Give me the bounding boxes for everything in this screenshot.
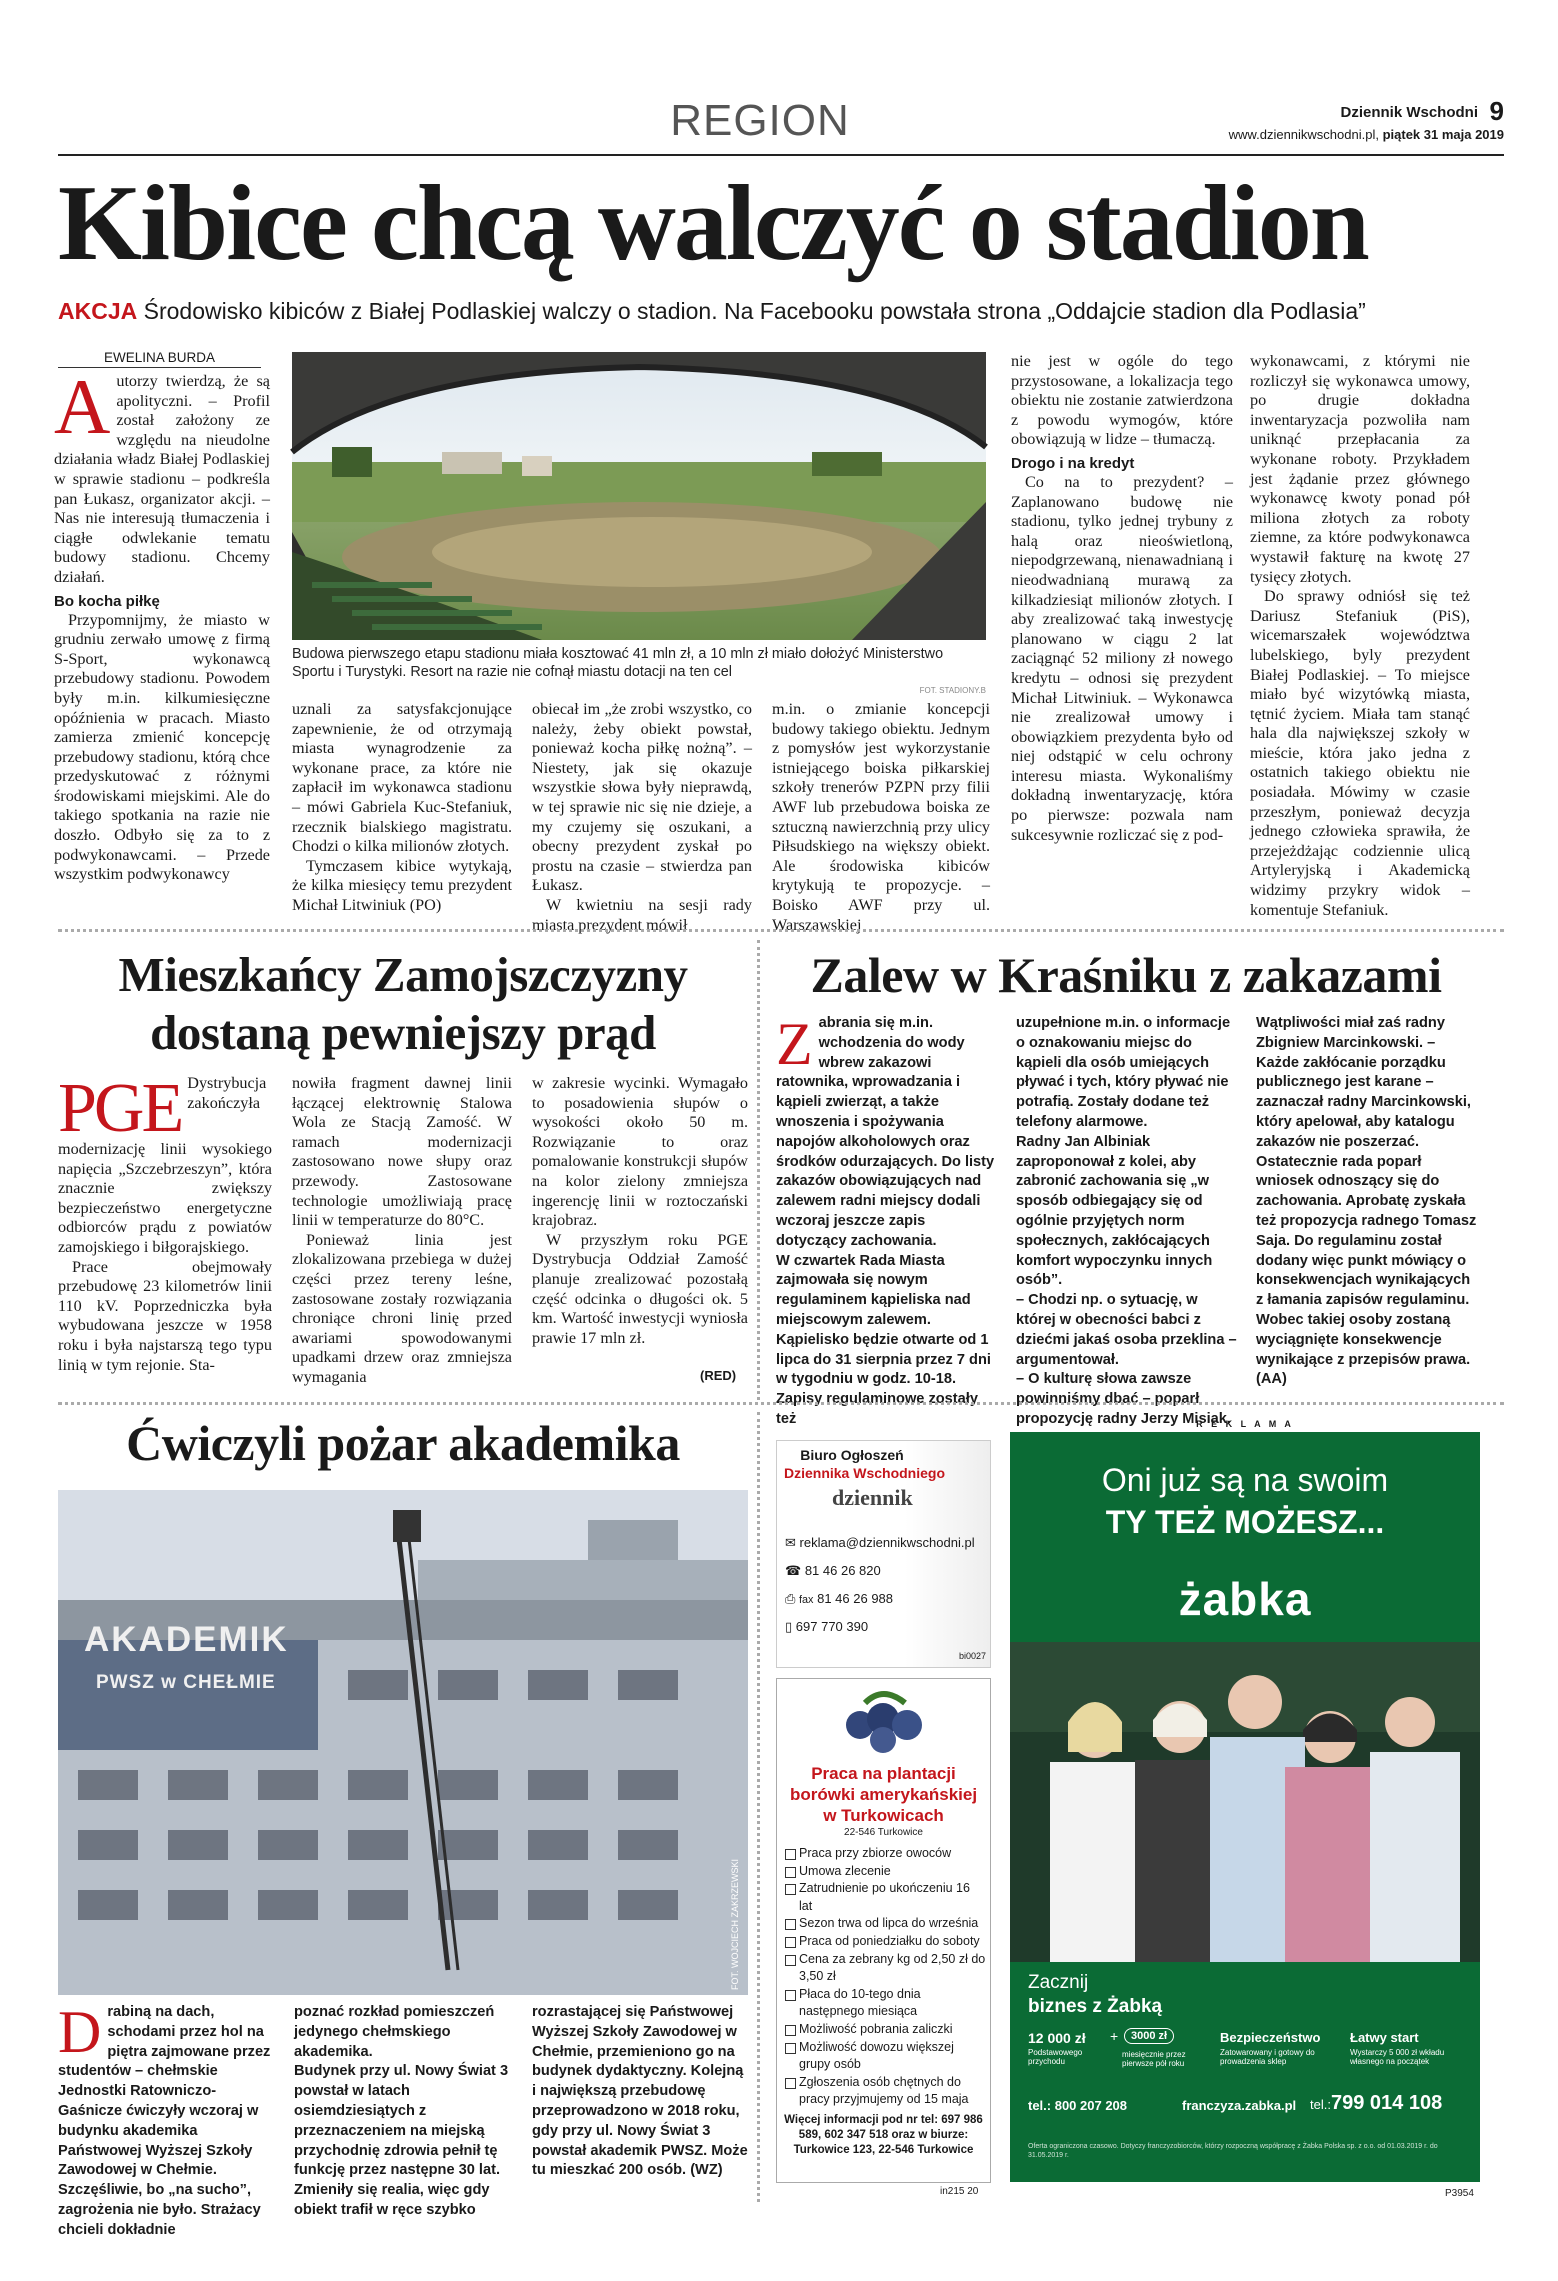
- zabka-safety-sub: Zatowarowany i gotowy do prowadzenia sklep: [1220, 2048, 1315, 2066]
- pozar-headline: Ćwiczyli pożar akademika: [126, 1415, 680, 1471]
- mobile-icon: ▯: [785, 1619, 793, 1634]
- list-item: Praca przy zbiorze owoców: [783, 1845, 986, 1863]
- stadium-caption: Budowa pierwszego etapu stadionu miała kosztować 41 mln zł, a 10 mln zł miało dołożyć Ministerstwo Sportu i Turystyki. Resort na razie nie cofnął miastu dotacji na ten cel: [292, 646, 944, 680]
- biuro-code: bi0027: [958, 1651, 986, 1661]
- pge-drop-cap: PGE: [58, 1070, 182, 1147]
- list-item: Praca od poniedziałku do soboty: [783, 1933, 986, 1951]
- biuro-subtitle: Dziennika Wschodniego: [783, 1465, 945, 1481]
- zabka-web: franczyza.zabka.pl: [1182, 2098, 1297, 2113]
- zabka-logo: żabka: [1178, 1573, 1312, 1625]
- pge-col-1: PGE Dystrybucja zakończyła modernizację linii wysokiego napięcia „Szczebrzeszyn”, która znacznie zwiększy bezpieczeństwo energetyczne odbiorców prądu z powiatów zamojskiego i biłgorajskiego. Prace obejmowały przebudowę 23 kilometrów linii 110 kV. Poprzedniczka była wybudowana jeszcze w 1958 roku i była najstarszą tego typu linią w tym rejonie. Sta-: [58, 1070, 272, 1374]
- pge-col-2: nowiła fragment dawnej linii łączącej elektrownię Stalowa Wola ze Stacją Zamość. W ramach modernizacji zastosowano nowe słupy oraz przewody. Zastosowane technologie umożliwiają pracę linii w temperaturze do 80°C. Ponieważ linia jest zlokalizowana przebiega w dużej części przez tereny leśne, zastosowane zostały rozwiązania chroniące chroni linię przed awariami spowodowanymi upadkami drzew oraz zmniejsza wymagania: [292, 1074, 512, 1386]
- borowki-list: [783, 1845, 986, 2109]
- biuro-phone1: ☎ 81 46 26 820: [785, 1563, 881, 1578]
- phone-icon: ☎: [785, 1563, 802, 1578]
- zabka-code: P3954: [1445, 2188, 1474, 2199]
- page-number: 9: [1489, 96, 1504, 126]
- pge-col-3: w zakresie wycinki. Wymagało to posadowienia słupów o wysokości około 50 m. Rozwiązanie to oraz pomalowanie konstrukcji słupów na kolor zielony zmniejsza ingerencję linii w roztoczański krajobraz. W przyszłym roku PGE Dystrybucja Oddział Zamość planuje zrealizować pozostałą część odcinka o długości ok. 5 km. Wartość inwestycji wyniosła prawie 17 mln zł.: [532, 1074, 748, 1347]
- biuro-email: ✉ reklama@dziennikwschodni.pl: [785, 1535, 975, 1550]
- pge-headline: Mieszkańcy Zamojszczyzny dostaną pewniejszy prąd: [118, 947, 688, 1060]
- main-col-1: A utorzy twierdzą, że są apolityczni. – Profil został założony ze względu na nieudolne działania władz Białej Podlaskiej w sprawie stadionu – podkreśla pan Łukasz, organizator akcji. – Nas nie interesują tłumaczenia i ciągłe odwlekanie tematu budowy stadionu. Chcemy działań. Bo kocha piłkę Przypomnijmy, że miasto w grudniu zerwało umowę z firmą S-Sport, wykonawcą przebudowy stadionu. Powodem były m.in. kilkumiesięczne opóźnienia w pracach. Miasto zamierza zmienić koncepcję przebudowy stadionu, którą chce przedyskutować z różnymi środowiskami miejskimi. Ale do takiego spotkania na razie nie doszło. Odbyło się za to z podwykonawcami. – Przede wszystkim podwykonawcy: [54, 363, 270, 884]
- list-item: Płaca do 10-tego dnia następnego miesiąca: [783, 1986, 986, 2021]
- main-lead: AKCJA Środowisko kibiców z Białej Podlaskiej walczy o stadion. Na Facebooku powstała strona „Oddajcie stadion dla Podlasia”: [58, 298, 1366, 324]
- list-item: Zatrudnienie po ukończeniu 16 lat: [783, 1880, 986, 1915]
- header-rule: [58, 154, 1504, 156]
- main-col-5: nie jest w ogóle do tego przystosowane, a lokalizacja tego obiektu nie zostanie zatwierdzona z powodu wymogów, które obowiązują w lidze – tłumaczą. Drogo i na kredyt Co na to prezydent? – Zaplanowano budowę nie stadionu, tylko jednej trybuny z halą oraz nieoświetloną, niepodgrzewaną, nienawadnianą i nieodwadnianą murawą za kilkadziesiąt milionów złotych. I aby zrealizować taką inwestycję planowano w ciągu 2 lat zaciągnąć 52 miliony zł nowego kredytu – odnosi się prezydent Michał Litwiniuk. – Wykonawca nie zrealizował umowy i obowiązkiem prezydenta było od niej odstąpić w celu ochrony interesu miasta. Wykonaliśmy dokładną inwentaryzację, która po pierwsze: pozwala nam sukcesywnie rozliczać się z pod-: [1011, 352, 1233, 844]
- zabka-team-photo: [1010, 1642, 1480, 1962]
- akademik-sign-1: AKADEMIK: [84, 1620, 289, 1659]
- list-item: Cena za zebrany kg od 2,50 zł do 3,50 zł: [783, 1951, 986, 1986]
- main-col-6: wykonawcami, z którymi nie rozliczył się wykonawca umowy, po drugie dokładna inwentaryzacja pozwoliła nam uniknąć przepłacania za wykonane roboty. Przykładem jest żądanie przez głównego wykonawcę kwoty ponad pół miliona złotych za roboty ziemne, za które podwykonawca wystawił fakturę na kwotę 27 tysięcy złotych. Do sprawy odniósł się też Dariusz Stefaniuk (PiS), wicemarszałek województwa lubelskiego, byly prezydent Białej Podlaskiej. – To miejsce miało być wizytówką miasta, tętnić życiem. Miała tam stanąć hala dla największej szkoły w mieście, która jako jedna z ostatnich takiego obiektu nie posiadała. Mówimy w czasie przeszłym, ponieważ decyzja jednego człowieka sprawiła, że przejeżdżając codziennie ulicą Artyleryjską i Akademicką widzimy przykry widok – komentuje Stefaniuk.: [1250, 352, 1470, 919]
- ad-label: R E K L A M A: [1196, 1419, 1294, 1429]
- pozar-col-1: D rabiną na dach, schodami przez hol na piętra zajmowane przez studentów – chełmskie Jednostki Ratowniczo-Gaśnicze ćwiczyły wczoraj w budynku akademika Państwowej Wyższej Szkoły Zawodowej w Chełmie. Szczęśliwie, bo „na sucho”, zagrożenia nie było. Strażacy chcieli dokładnie: [58, 1999, 271, 2238]
- zalew-col-3: Wątpliwości miał zaś radny Zbigniew Marcinkowski. – Każde zakłócanie porządku publicznego jest karane – zaznaczał radny Marcinkowski, który apelował, aby katalogu zakazów nie poszerzać. Ostatecznie rada poparł wniosek odnoszący się do zachowania. Aprobatę zyskała też propozycja radnego Tomasz Saja. Do regulaminu został dodany więc punkt mówiący o konsekwencjach wynikających z łamania zapisów regulaminu. Wobec takiej osoby zostaną wyciągnięte konsekwencje wynikające z przepisów prawa. (AA): [1256, 1015, 1477, 1388]
- biuro-fax: ⎙ fax 81 46 26 988: [785, 1591, 894, 1606]
- kicker: AKCJA: [58, 298, 138, 324]
- akademik-illustration: [58, 1490, 748, 1995]
- divider-v1: [757, 940, 760, 1400]
- main-col-4: m.in. o zmianie koncepcji budowy takiego obiektu. Jednym z pomysłów jest wykorzystanie istniejącego boiska piłkarskiej szkoły trenerów PZPN przy filii AWF lub przebudowa boiska ze sztuczną nawierzchnią przy ulicy Piłsudskiego na większy obiekt. Ale środowiska kibiców krytykują te propozycje. – Boisko AWF przy ul. Warszawskiej: [772, 700, 990, 934]
- borowki-code: in215 20: [940, 2186, 979, 2197]
- pozar-col-2: poznać rozkład pomieszczeń jedynego chełmskiego akademika. Budynek przy ul. Nowy Świat 3 powstał w latach osiemdziesiątych z przeznaczeniem na miejską przychodnię zdrowia pełnił tę funkcję przez następne 30 lat. Zmieniły się realia, więc gdy obiekt trafił w ręce szybko: [294, 2004, 509, 2218]
- email-icon: ✉: [785, 1535, 796, 1550]
- section-label: REGION: [670, 96, 850, 145]
- zabka-fine: Oferta ograniczona czasowo. Dotyczy franczyzobiorców, którzy rozpoczną współpracę z Żabka Polska sp. z o.o. od 01.03.2019 r. do 31.05.2019 r.: [1028, 2143, 1438, 2159]
- stadium-illustration: [292, 352, 986, 640]
- borowki-title: Praca na plantacji borówki amerykańskiej w Turkowicach: [789, 1764, 978, 1825]
- list-item: Zgłoszenia osób chętnych do pracy przyjmujemy od 15 maja: [783, 2074, 986, 2109]
- biuro-ad: [776, 1440, 991, 1668]
- zabka-ad: [1010, 1432, 1480, 2182]
- blueberry-icon: [825, 1685, 945, 1755]
- zalew-col-1: Z abrania się m.in. wchodzenia do wody wbrew zakazowi ratownika, wprowadzania i kąpieli zwierząt, a także wnoszenia i spożywania napojów alkoholowych oraz środków odurzających. Do listy zakazów obowiązujących nad zalewem radni miejscy dodali wczoraj jeszcze zapis dotyczący zachowania. W czwartek Rada Miasta zajmowała się nowym regulaminem kąpieliska nad miejscowym zalewem. Kąpielisko będzie otwarte od 1 lipca do 31 sierpnia przez 7 dni w tygodniu w godz. 10-18. Zapisy regulaminowe zostały też: [776, 1011, 995, 1427]
- zabka-bonus: 3000 zł: [1124, 2028, 1174, 2044]
- akademik-photo: [58, 1490, 748, 1995]
- list-item: Umowa zlecenie: [783, 1863, 986, 1881]
- zabka-line2: TY TEŻ MOŻESZ...: [1105, 1504, 1385, 1540]
- borowki-postal: 22-546 Turkowice: [844, 1827, 923, 1838]
- zabka-start-sub: Wystarczy 5 000 zł wkładu własnego na początek: [1350, 2048, 1445, 2066]
- borowki-footer: Więcej informacji pod nr tel: 697 986 589, 602 347 518 oraz w biurze: Turkowice 123, 22-546 Turkowice: [784, 2114, 983, 2156]
- paper-name: Dziennik Wschodni: [1340, 104, 1478, 121]
- borowki-ad: [776, 1678, 991, 2183]
- zabka-cta-1: Zacznij: [1028, 1972, 1089, 1993]
- main-headline: Kibice chcą walczyć o stadion: [58, 164, 1368, 283]
- zabka-safety: Bezpieczeństwo: [1220, 2030, 1321, 2045]
- akademik-sign-2: PWSZ w CHEŁMIE: [96, 1672, 276, 1693]
- zalew-headline: Zalew w Kraśniku z zakazami: [810, 947, 1442, 1003]
- subhead-2: Drogo i na kredyt: [1011, 454, 1135, 472]
- main-col-2: uznali za satysfakcjonujące zapewnienie, że od otrzymają miasta wynagrodzenie za wykonane prace, za które nie zapłacił im wykonawca stadionu – mówi Gabriela Kuc-Stefaniuk, rzecznik bialskiego magistratu. Chodzi o kilka milionów złotych. Tymczasem kibice wytykają, że kilka miesięcy temu prezydent Michał Litwiniuk (PO): [292, 700, 512, 914]
- divider-2: [58, 1402, 1504, 1405]
- zabka-start: Łatwy start: [1350, 2030, 1419, 2045]
- photo-credit: FOT. STADIONY.B: [919, 686, 986, 695]
- zabka-amount-sub: Podstawowego przychodu: [1028, 2048, 1083, 2066]
- main-col-3: obiecał im „że zrobi wszystko, co należy, żeby obiekt powstał, ponieważ kocha piłkę nożną”. – Niestety, jak się okazuje wszystkie słowa były nieprawdą, w tej sprawie nic się nie dzieje, a my czujemy się oszukani, a obecny prezydent zyskał po prostu na czasie – stwierdza pan Łukasz. W kwietniu na sesji rady miasta prezydent mówił: [532, 700, 752, 934]
- pozar-drop-cap: D: [58, 1999, 102, 2065]
- zalew-drop-cap: Z: [776, 1011, 813, 1077]
- zabka-tel1: tel.: 800 207 208: [1028, 2098, 1128, 2113]
- zabka-tel2: tel.:799 014 108: [1310, 2092, 1443, 2114]
- header-meta: www.dziennikwschodni.pl, piątek 31 maja 2019: [1228, 127, 1504, 142]
- pozar-photo-credit: FOT. WOJCIECH ZAKRZEWSKI: [730, 1858, 740, 1990]
- divider-1: [58, 929, 1504, 932]
- author: EWELINA BURDA: [58, 350, 261, 368]
- list-item: Sezon trwa od lipca do września: [783, 1915, 986, 1933]
- zabka-line1: Oni już są na swoim: [1101, 1462, 1389, 1498]
- zalew-col-2: uzupełnione m.in. o informacje o oznakowaniu miejsc do kąpieli dla osób umiejących pływać i tych, który pływać nie potrafią. Zostały dodane też telefony alarmowe. Radny Jan Albiniak zaproponował z kolei, aby zabronić zachowania się „w sposób odbiegający się od ogólnie przyjętych norm społecznych, zakłócających komfort wypoczynku innych osób”. – Chodzi np. o sytuację, w której w obecności babci z dziećmi jakaś osoba przeklina – argumentował. – O kulturę słowa zawsze powinniśmy dbać – poparł propozycję radny Jerzy Misiak.: [1016, 1015, 1237, 1427]
- zabka-plus: +: [1110, 2028, 1119, 2044]
- pge-sign: (RED): [700, 1368, 737, 1383]
- subhead: Bo kocha piłkę: [54, 592, 160, 610]
- drop-cap: A: [54, 363, 111, 450]
- fax-icon: ⎙: [785, 1591, 796, 1606]
- biuro-title: Biuro Ogłoszeń: [800, 1447, 904, 1463]
- zabka-cta-2: biznes z Żabką: [1028, 1996, 1163, 2017]
- divider-v2: [757, 1412, 760, 2202]
- biuro-phone2: ▯ 697 770 390: [785, 1619, 869, 1634]
- biuro-logo: dziennik: [832, 1485, 913, 1510]
- list-item: Możliwość pobrania zaliczki: [783, 2021, 986, 2039]
- list-item: Możliwość dowozu większej grupy osób: [783, 2039, 986, 2074]
- stadium-photo: [292, 352, 986, 640]
- pozar-col-3: rozrastającej się Państwowej Wyższej Szkoły Zawodowej w Chełmie, przemieniono go na budynek dydaktyczny. Kolejną i największą przebudowę przeprowadzono w 2018 roku, gdy przy ul. Nowy Świat 3 powstał akademik PWSZ. Może tu mieszkać 200 osób. (WZ): [532, 2004, 748, 2179]
- zabka-bonus-sub: miesięcznie przez pierwsze pół roku: [1122, 2050, 1186, 2068]
- zabka-amount: 12 000 zł: [1028, 2030, 1086, 2046]
